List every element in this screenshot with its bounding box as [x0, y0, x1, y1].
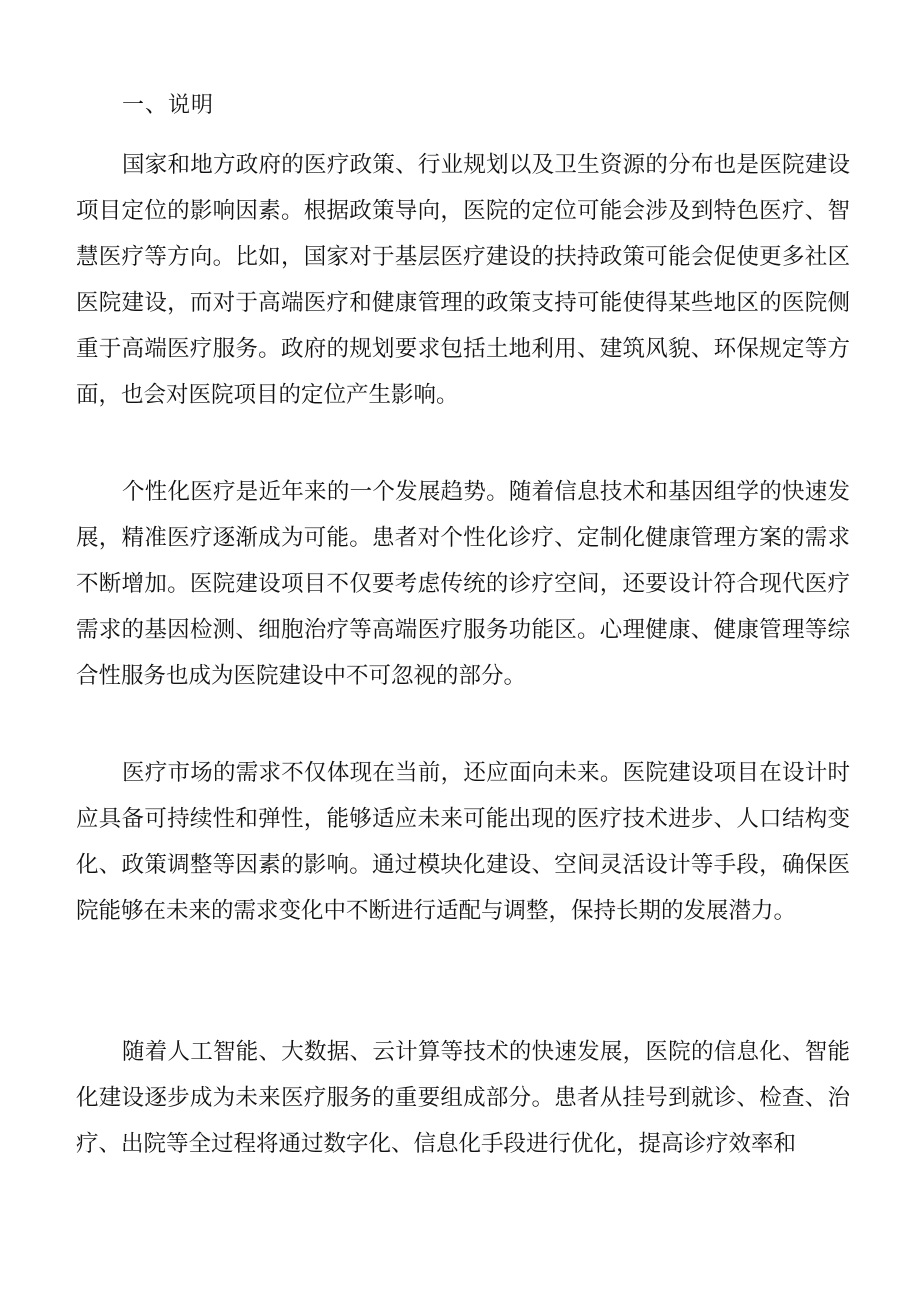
paragraph-policy: 国家和地方政府的医疗政策、行业规划以及卫生资源的分布也是医院建设项目定位的影响因素。根据政策导向，医院的定位可能会涉及到特色医疗、智慧医疗等方向。比如，国家对于基层医疗建设的扶持政策可能会促使更多社区医院建设，而对于高端医疗和健康管理的政策支持可能使得某些地区的医院侧重于高端医疗服务。政府的规划要求包括土地利用、建筑风貌、环保规定等方面，也会对医院项目的定位产生影响。: [76, 152, 850, 408]
paragraph-digitalization: 随着人工智能、大数据、云计算等技术的快速发展，医院的信息化、智能化建设逐步成为未来医疗服务的重要组成部分。患者从挂号到就诊、检查、治疗、出院等全过程将通过数字化、信息化手段进行优化，提高诊疗效率和: [76, 1039, 850, 1157]
section-heading: 一、说明: [122, 93, 215, 118]
paragraph-future-demand: 医疗市场的需求不仅体现在当前，还应面向未来。医院建设项目在设计时应具备可持续性和弹性，能够适应未来可能出现的医疗技术进步、人口结构变化、政策调整等因素的影响。通过模块化建设、空间灵活设计等手段，确保医院能够在未来的需求变化中不断进行适配与调整，保持长期的发展潜力。: [76, 760, 850, 924]
paragraph-personalized-medicine: 个性化医疗是近年来的一个发展趋势。随着信息技术和基因组学的快速发展，精准医疗逐渐成为可能。患者对个性化诊疗、定制化健康管理方案的需求不断增加。医院建设项目不仅要考虑传统的诊疗空间，还要设计符合现代医疗需求的基因检测、细胞治疗等高端医疗服务功能区。心理健康、健康管理等综合性服务也成为医院建设中不可忽视的部分。: [76, 479, 850, 689]
